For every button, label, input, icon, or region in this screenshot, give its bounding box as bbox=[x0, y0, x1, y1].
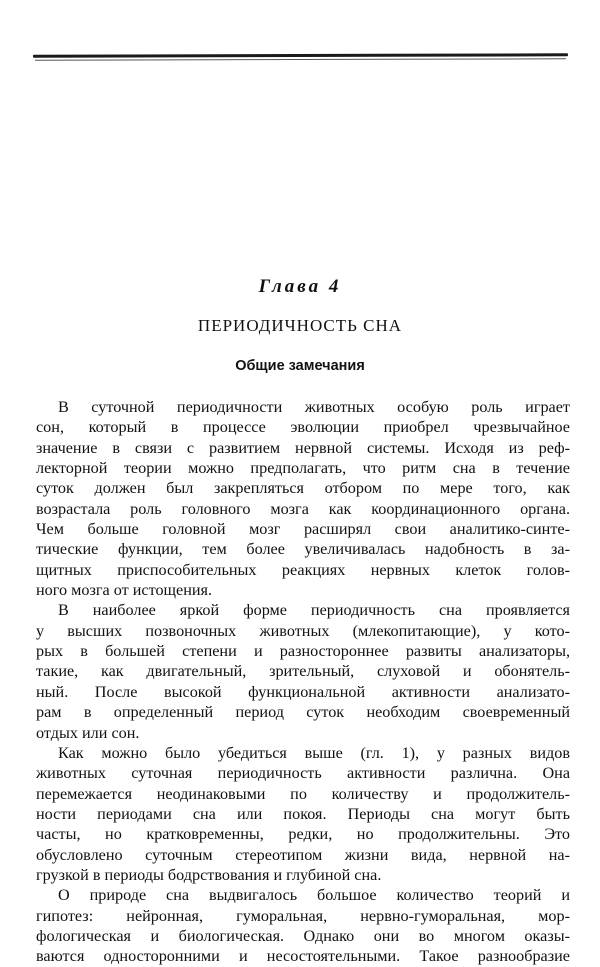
text-line: щитных приспособительных реакциях нервных клеток голов- bbox=[36, 560, 570, 579]
chapter-label: Глава 4 bbox=[258, 276, 342, 297]
text-line: часты, но кратковременны, редки, но продолжительны. Это bbox=[36, 825, 570, 844]
text-line: животных суточная периодичность активности различна. Она bbox=[36, 764, 570, 783]
chapter-title: ПЕРИОДИЧНОСТЬ СНА bbox=[197, 316, 403, 335]
text-line: гипотез: нейронная, гуморальная, нервно-гуморальная, мор- bbox=[36, 906, 570, 925]
text-line: у высших позвоночных животных (млекопитающие), у кото- bbox=[36, 621, 570, 640]
text-line: значение в связи с развитием нервной системы. Исходя из реф- bbox=[36, 438, 570, 457]
text-line: рам в определенный период суток необходим своевременный bbox=[36, 703, 570, 722]
text-line: Чем больше головной мозг расширял свои аналитико-синте- bbox=[36, 520, 570, 539]
text-line: О природе сна выдвигалось большое количество теорий и bbox=[58, 886, 570, 905]
top-rule-thick bbox=[33, 53, 568, 57]
text-line: такие, как двигательный, зрительный, слуховой и обонятель- bbox=[36, 662, 570, 681]
text-line: лекторной теории можно предполагать, что ритм сна в течение bbox=[36, 459, 570, 478]
body-text bbox=[36, 397, 570, 967]
text-line: обусловлено суточным стереотипом жизни вида, нервной на- bbox=[36, 845, 570, 864]
section-title: Общие замечания bbox=[235, 358, 365, 374]
text-line: грузкой в периоды бодрствования и глубиной сна. bbox=[36, 865, 382, 884]
text-line: Как можно было убедиться выше (гл. 1), у разных видов bbox=[58, 743, 570, 762]
text-line: фологическая и биологическая. Однако они во многом оказы- bbox=[36, 926, 570, 945]
text-line: перемежается неодинаковыми по количеству и продолжитель- bbox=[36, 784, 570, 803]
text-line: рых в большей степени и разностороннее развиты анализаторы, bbox=[36, 642, 570, 661]
text-line: В наиболее яркой форме периодичность сна проявляется bbox=[58, 601, 570, 620]
text-line: ваются односторонними и несостоятельными. Такое разнообразие bbox=[36, 947, 570, 966]
text-line: суток должен был закрепляться отбором по мере того, как bbox=[36, 479, 570, 498]
text-line: отдых или сон. bbox=[36, 723, 140, 742]
text-line: В суточной периодичности животных особую роль играет bbox=[58, 398, 570, 416]
top-rule-thin bbox=[35, 58, 566, 60]
text-line: тические функции, тем более увеличивалась надобность в за- bbox=[36, 540, 570, 559]
text-line: возрастала роль головного мозга как координационного органа. bbox=[36, 499, 570, 518]
text-line: ности периодами сна или покоя. Периоды сна могут быть bbox=[36, 804, 570, 823]
text-line: ного мозга от истощения. bbox=[36, 581, 213, 600]
text-line: сон, который в процессе эволюции приобрел чрезвычайное bbox=[36, 418, 570, 437]
text-line: ный. После высокой функциональной активности анализато- bbox=[36, 682, 570, 701]
